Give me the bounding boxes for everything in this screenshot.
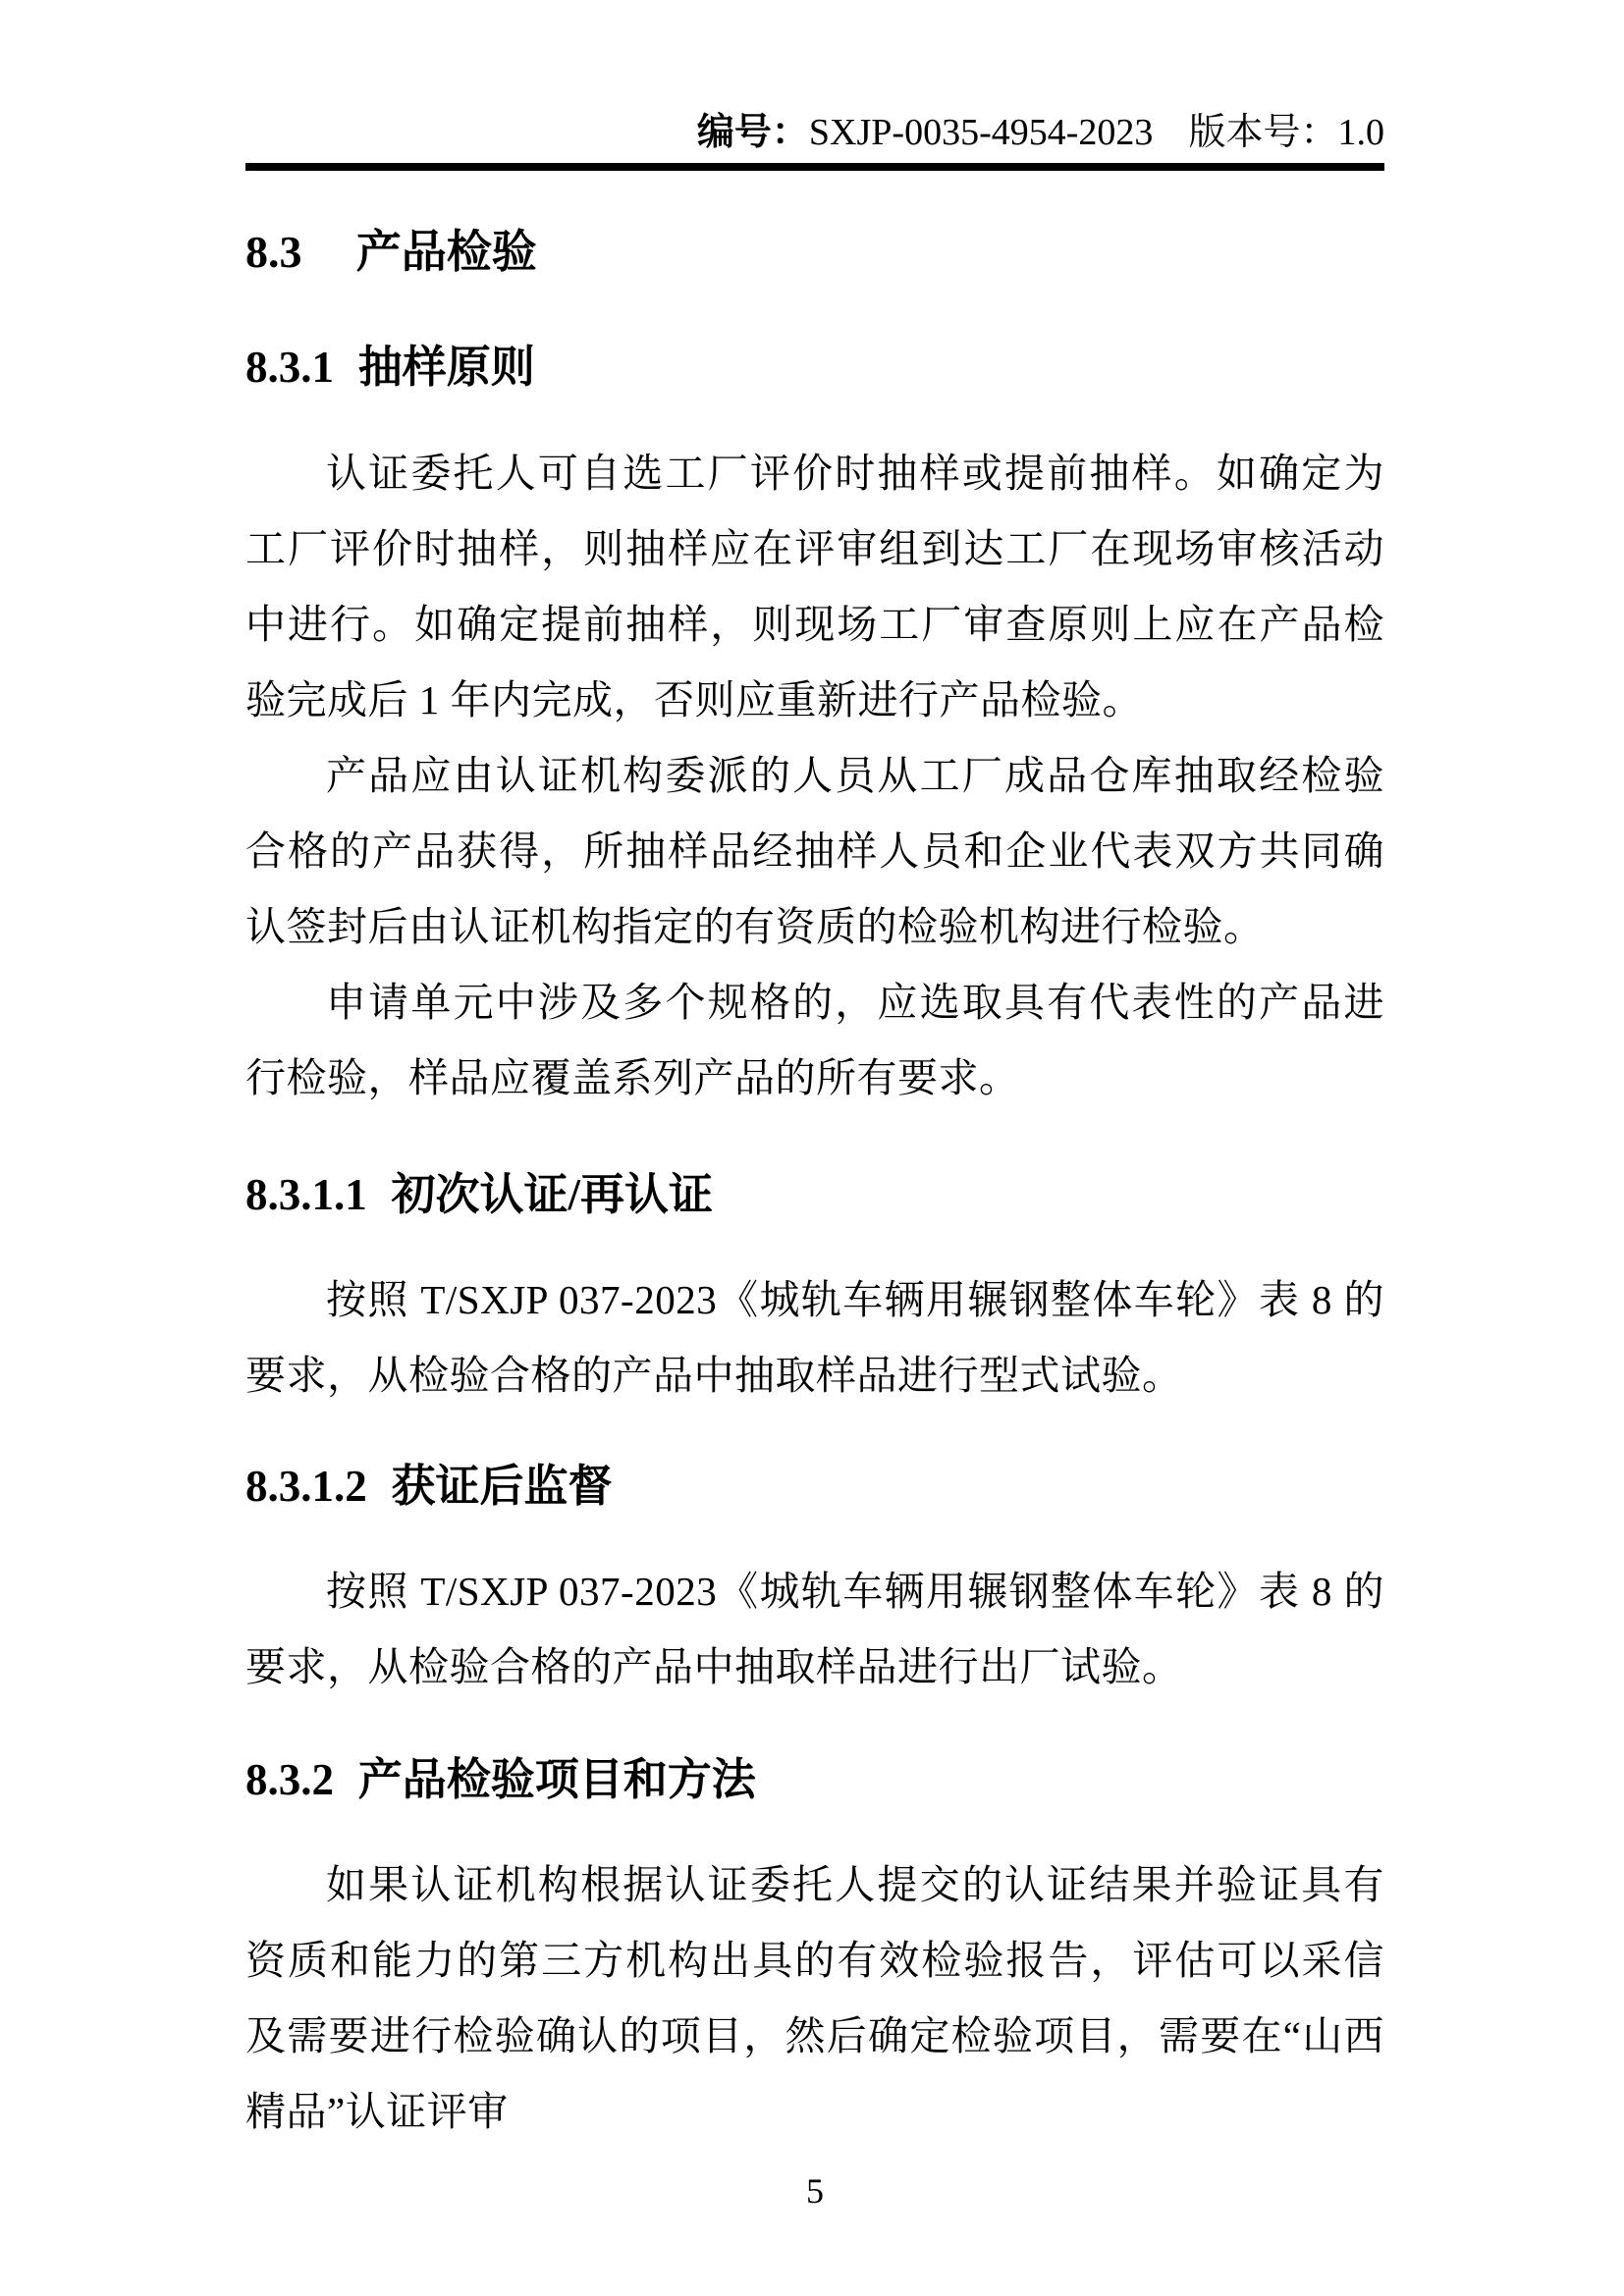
section-body-8-3-1 (245, 436, 1384, 1116)
page-number: 5 (806, 2171, 824, 2211)
doc-number-value: SXJP-0035-4954-2023 (808, 112, 1154, 153)
doc-number-label: 编号： (696, 112, 809, 153)
heading-title: 产品检验项目和方法 (357, 1755, 756, 1804)
section-heading-8-3-1 (245, 343, 1384, 392)
section-body-8-3-2 (245, 1847, 1384, 2150)
heading-number: 8.3 (245, 227, 302, 277)
heading-title: 产品检验 (355, 227, 537, 277)
heading-title: 抽样原则 (357, 343, 535, 392)
section-heading-8-3-1-2 (245, 1462, 1384, 1511)
paragraph-post-cert: 按照 T/SXJP 037-2023《城轨车辆用辗钢整体车轮》表 8 的要求，从检验合格的产品中抽取样品进行出厂试验。 (245, 1569, 1384, 1689)
section-heading-8-3 (245, 227, 1384, 277)
paragraph-items-methods: 如果认证机构根据认证委托人提交的认证结果并验证具有资质和能力的第三方机构出具的有效检验报告，评估可以采信及需要进行检验确认的项目，然后确定检验项目，需要在“山西精品”认证评审 (245, 1862, 1384, 2134)
heading-number: 8.3.2 (245, 1755, 334, 1804)
heading-number: 8.3.1.2 (245, 1462, 367, 1511)
section-heading-8-3-1-1 (245, 1170, 1384, 1219)
heading-title: 获证后监督 (391, 1462, 613, 1511)
section-heading-8-3-2 (245, 1755, 1384, 1804)
document-header (245, 110, 1384, 155)
paragraph-sampling-1: 认证委托人可自选工厂评价时抽样或提前抽样。如确定为工厂评价时抽样，则抽样应在评审组到达工厂在现场审核活动中进行。如确定提前抽样，则现场工厂审查原则上应在产品检验完成后 1 年内完成，否则应重新进行产品检验。 (245, 451, 1384, 722)
version-value: 1.0 (1337, 112, 1384, 153)
paragraph-sampling-2: 产品应由认证机构委派的人员从工厂成品仓库抽取经检验合格的产品获得，所抽样品经抽样人员和企业代表双方共同确认签封后由认证机构指定的有资质的检验机构进行检验。 (245, 753, 1384, 949)
section-body-8-3-1-1 (245, 1262, 1384, 1414)
header-rule (245, 163, 1384, 171)
paragraph-initial-recert: 按照 T/SXJP 037-2023《城轨车辆用辗钢整体车轮》表 8 的要求，从检验合格的产品中抽取样品进行型式试验。 (245, 1277, 1384, 1398)
heading-number: 8.3.1 (245, 343, 334, 392)
version-label: 版本号： (1188, 112, 1338, 153)
heading-number: 8.3.1.1 (245, 1170, 367, 1219)
heading-title: 初次认证/再认证 (391, 1170, 714, 1219)
section-body-8-3-1-2 (245, 1554, 1384, 1705)
paragraph-sampling-3: 申请单元中涉及多个规格的，应选取具有代表性的产品进行检验，样品应覆盖系列产品的所有要求。 (245, 980, 1384, 1100)
